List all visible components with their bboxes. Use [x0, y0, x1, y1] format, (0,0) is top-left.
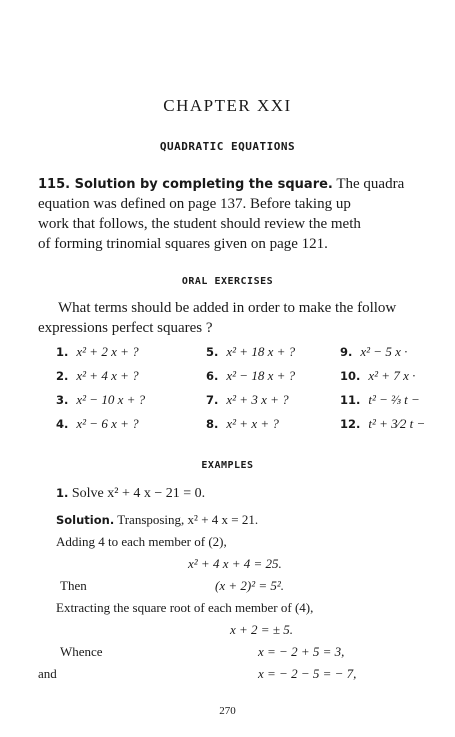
oral-exercise-12 — [340, 416, 425, 432]
oral-exercise-expression: x² + 3 x + ? — [226, 392, 289, 407]
oral-exercise-number: 8. — [206, 417, 219, 431]
equation-3: x² + 4 x + 4 = 25. — [188, 556, 282, 571]
then-label: Then — [60, 578, 87, 593]
oral-exercise-number: 3. — [56, 393, 69, 407]
oral-exercise-8 — [206, 416, 279, 432]
oral-exercise-expression: t² + 3⁄2 t − — [368, 416, 426, 431]
oral-exercise-expression: x² + 7 x · — [368, 368, 416, 383]
oral-exercise-expression: x² + x + ? — [226, 416, 279, 431]
oral-exercise-expression: x² + 18 x + ? — [226, 344, 296, 359]
oral-exercise-number: 12. — [340, 417, 361, 431]
paragraph-115-line4: of forming trinomial squares given on page 121. — [38, 236, 328, 252]
oral-exercise-5 — [206, 344, 295, 360]
paragraph-115-line2: equation was defined on page 137. Before taking up — [38, 196, 351, 212]
oral-exercises-heading: ORAL EXERCISES — [181, 276, 274, 287]
extract-line: Extracting the square root of each member of (4), — [56, 600, 314, 615]
examples-heading: EXAMPLES — [201, 460, 254, 471]
adding-line: Adding 4 to each member of (2), — [56, 534, 227, 549]
oral-exercise-6 — [206, 368, 295, 384]
section-title: QUADRATIC EQUATIONS — [159, 140, 296, 153]
whence-label: Whence — [60, 644, 103, 659]
oral-exercise-7 — [206, 392, 289, 408]
oral-exercise-number: 2. — [56, 369, 69, 383]
example-1 — [56, 486, 205, 502]
oral-exercise-number: 10. — [340, 369, 361, 383]
solution-text: Transposing, x² + 4 x = 21. — [117, 512, 259, 527]
oral-exercise-expression: t² − ⅔ t − — [368, 392, 420, 407]
oral-exercise-expression: x² − 10 x + ? — [76, 392, 146, 407]
oral-exercise-number: 4. — [56, 417, 69, 431]
equation-4: (x + 2)² = 5². — [215, 578, 285, 593]
oral-exercise-expression: x² − 18 x + ? — [226, 368, 296, 383]
oral-exercise-number: 1. — [56, 345, 69, 359]
solution-line — [56, 512, 258, 528]
page-number: 270 — [219, 705, 236, 717]
oral-exercise-expression: x² + 4 x + ? — [76, 368, 139, 383]
paragraph-115-line3: work that follows, the student should review the meth — [38, 216, 361, 232]
oral-exercise-1 — [56, 344, 139, 360]
oral-exercise-number: 6. — [206, 369, 219, 383]
oral-exercise-number: 9. — [340, 345, 353, 359]
equation-5: x + 2 = ± 5. — [230, 622, 293, 637]
oral-exercise-11 — [340, 392, 420, 408]
oral-exercise-2 — [56, 368, 139, 384]
equation-and: x = − 2 − 5 = − 7, — [258, 666, 357, 681]
and-label: and — [38, 666, 57, 681]
oral-exercise-9 — [340, 344, 407, 360]
oral-exercise-4 — [56, 416, 139, 432]
oral-exercise-expression: x² − 6 x + ? — [76, 416, 139, 431]
oral-intro-line1: What terms should be added in order to make the follow — [58, 300, 397, 316]
oral-exercise-number: 5. — [206, 345, 219, 359]
oral-exercise-number: 7. — [206, 393, 219, 407]
example-1-text: Solve x² + 4 x − 21 = 0. — [71, 486, 206, 501]
oral-exercise-3 — [56, 392, 145, 408]
oral-intro-line2: expressions perfect squares ? — [38, 320, 213, 336]
paragraph-115-line1-rest: The quadra — [332, 176, 405, 192]
oral-exercise-expression: x² + 2 x + ? — [76, 344, 139, 359]
paragraph-115-lead: 115. Solution by completing the square. — [38, 177, 333, 192]
oral-exercise-expression: x² − 5 x · — [360, 344, 408, 359]
equation-whence: x = − 2 + 5 = 3, — [258, 644, 345, 659]
solution-label: Solution. — [56, 513, 115, 527]
oral-exercise-number: 11. — [340, 393, 361, 407]
chapter-title: CHAPTER XXI — [163, 96, 292, 115]
paragraph-115-line1 — [38, 174, 404, 195]
oral-exercise-10 — [340, 368, 415, 384]
example-1-number: 1. — [56, 486, 69, 500]
